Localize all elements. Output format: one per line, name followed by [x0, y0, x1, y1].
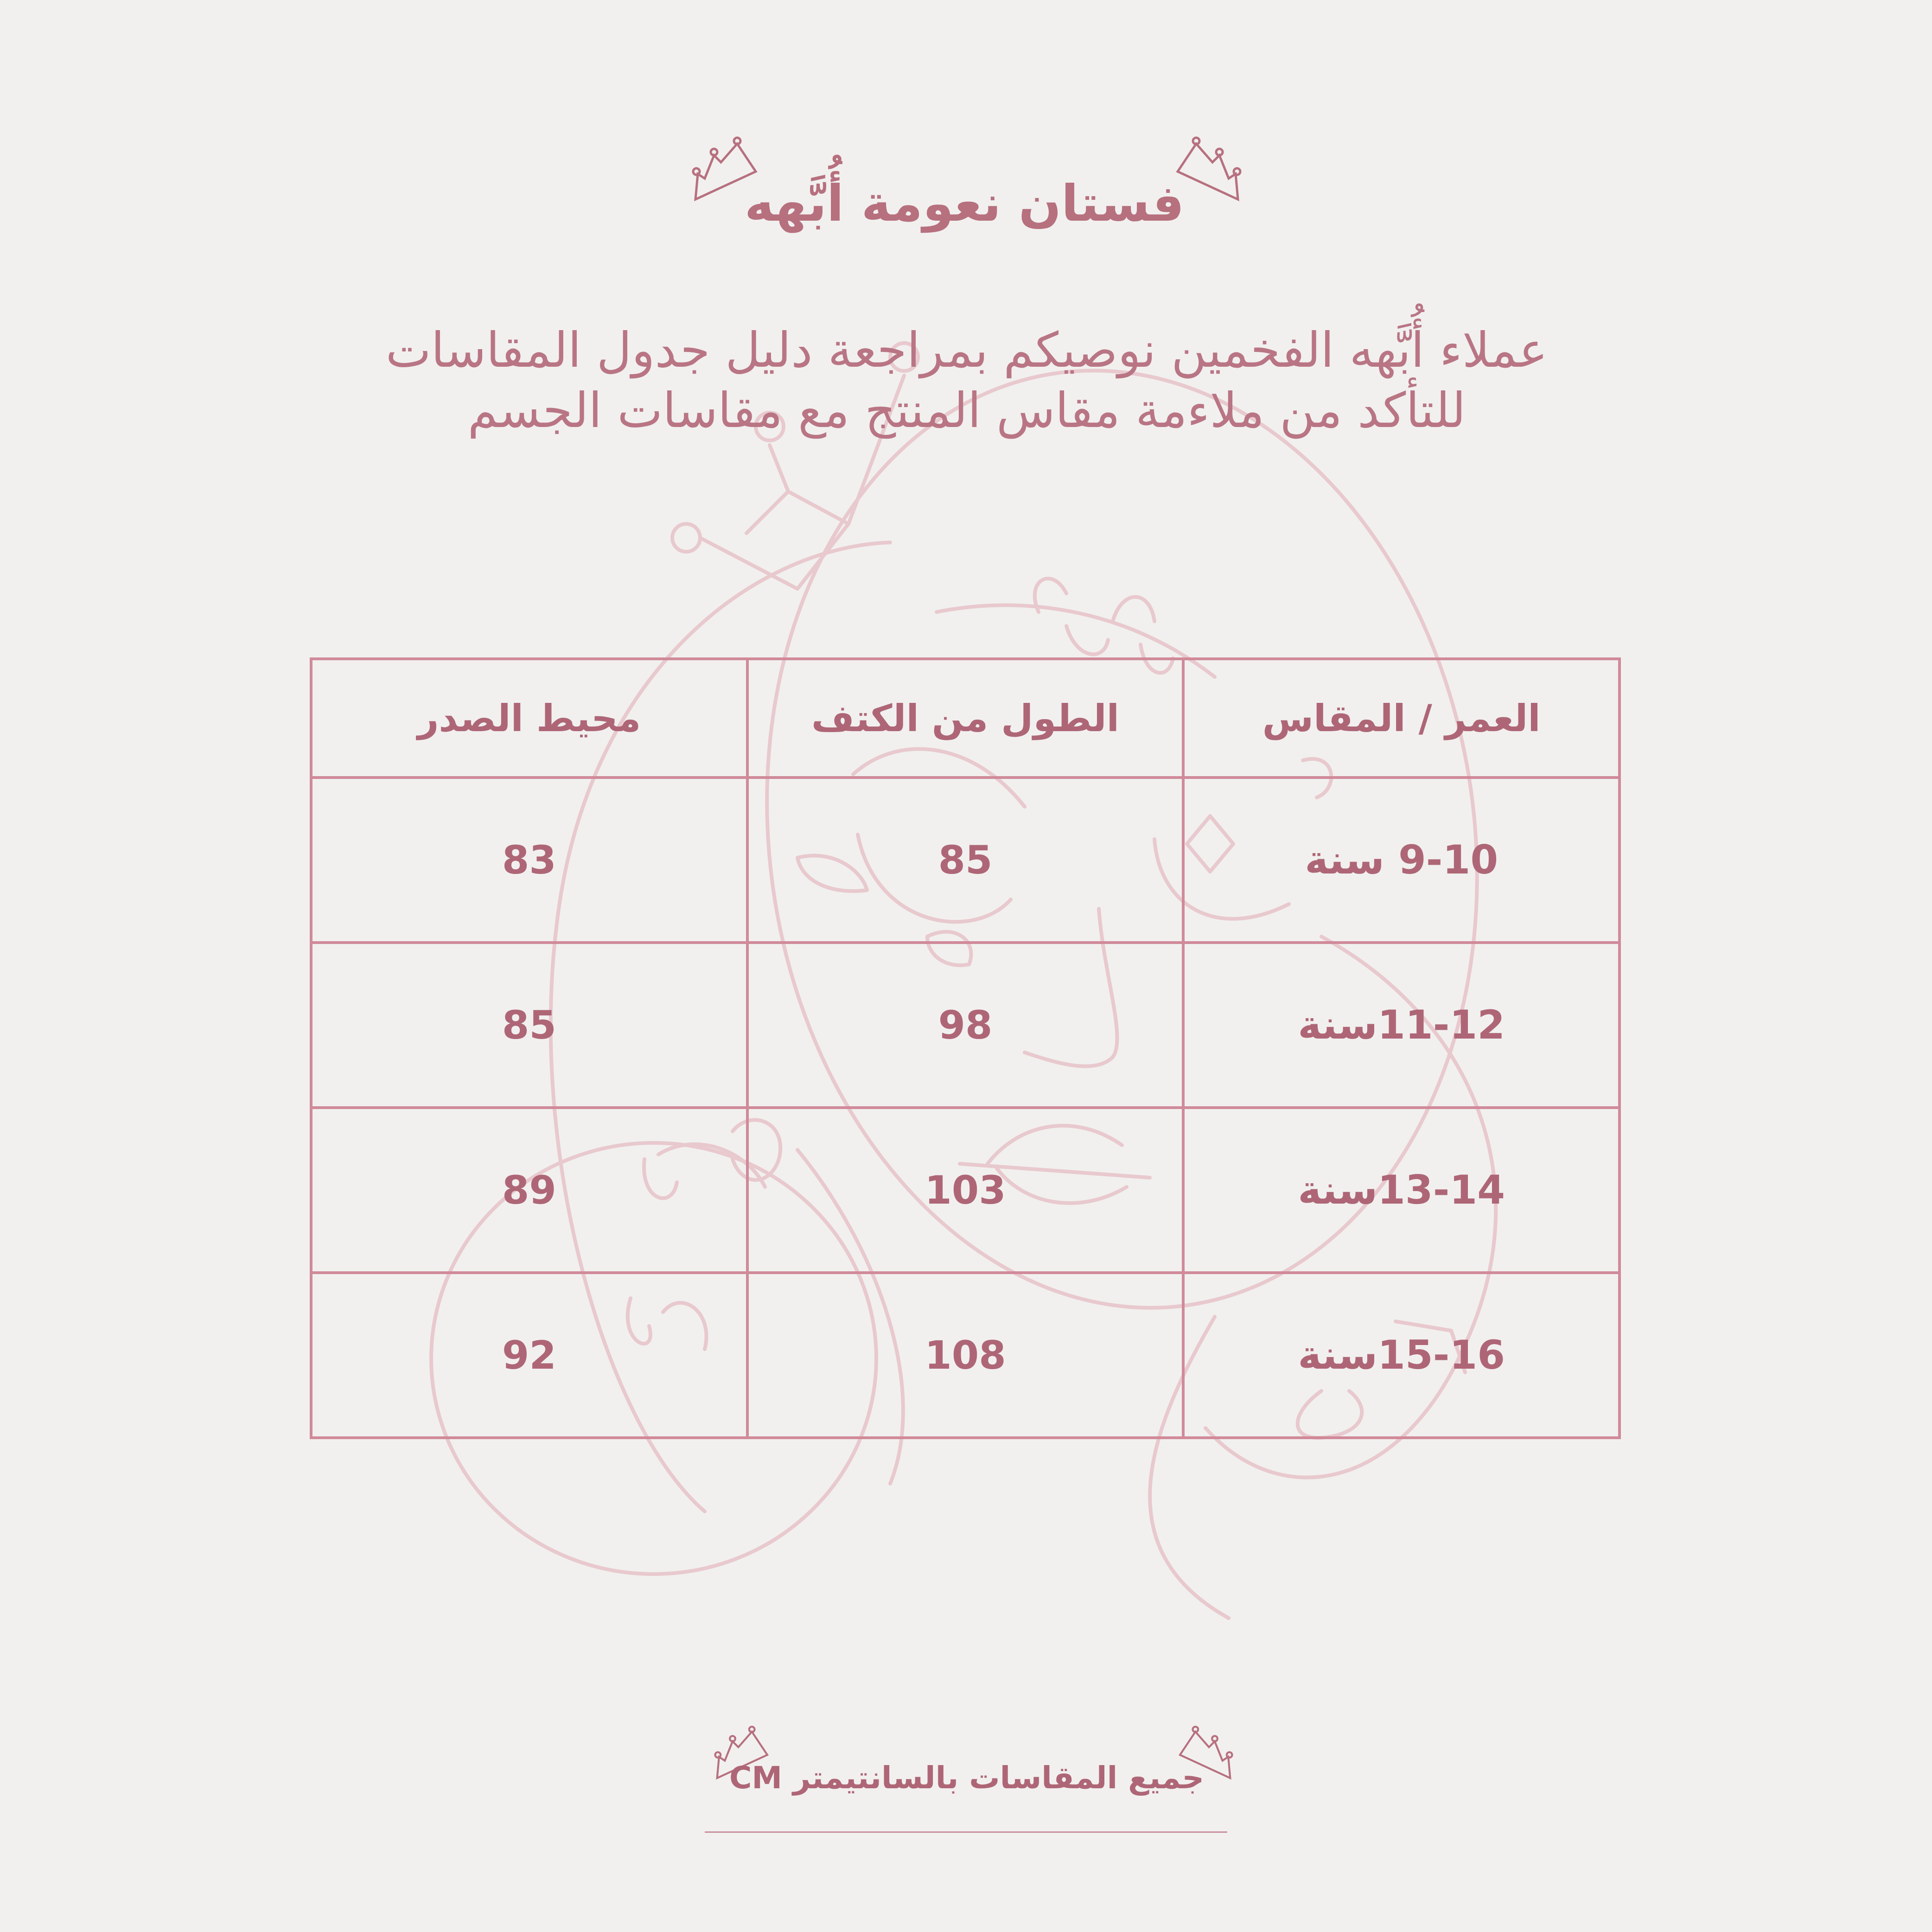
intro-text: [260, 320, 1674, 440]
table-row: [311, 943, 1620, 1108]
size-table: [310, 657, 1621, 1439]
table-row: [311, 778, 1620, 943]
page-title: فستان نعومة أُبَّهه: [744, 175, 1185, 233]
cell-chest: 83: [311, 778, 747, 943]
cell-length: 85: [747, 778, 1184, 943]
cell-age: 15-16سنة: [1183, 1273, 1620, 1438]
cell-length: 98: [747, 943, 1184, 1108]
header-chest: محيط الصدر: [311, 659, 747, 778]
cell-length: 103: [747, 1108, 1184, 1273]
intro-line-2: للتأكد من ملاءمة مقاس المنتج مع مقاسات الجسم: [467, 382, 1466, 439]
cell-age: 9-10 سنة: [1183, 778, 1620, 943]
cell-chest: 85: [311, 943, 747, 1108]
table-header-row: [311, 659, 1620, 778]
cell-chest: 89: [311, 1108, 747, 1273]
units-note: جميع المقاسات بالسانتيمتر CM: [729, 1760, 1205, 1796]
cell-age: 11-12سنة: [1183, 943, 1620, 1108]
header-length: الطول من الكتف: [747, 659, 1184, 778]
cell-chest: 92: [311, 1273, 747, 1438]
header-age-size: العمر / المقاس: [1183, 659, 1620, 778]
cell-length: 108: [747, 1273, 1184, 1438]
cell-age: 13-14سنة: [1183, 1108, 1620, 1273]
table-row: [311, 1108, 1620, 1273]
table-row: [311, 1273, 1620, 1438]
intro-line-1: عملاء أُبَّهه الفخمين نوصيكم بمراجعة دليل جدول المقاسات: [385, 322, 1548, 378]
divider: [705, 1831, 1227, 1833]
